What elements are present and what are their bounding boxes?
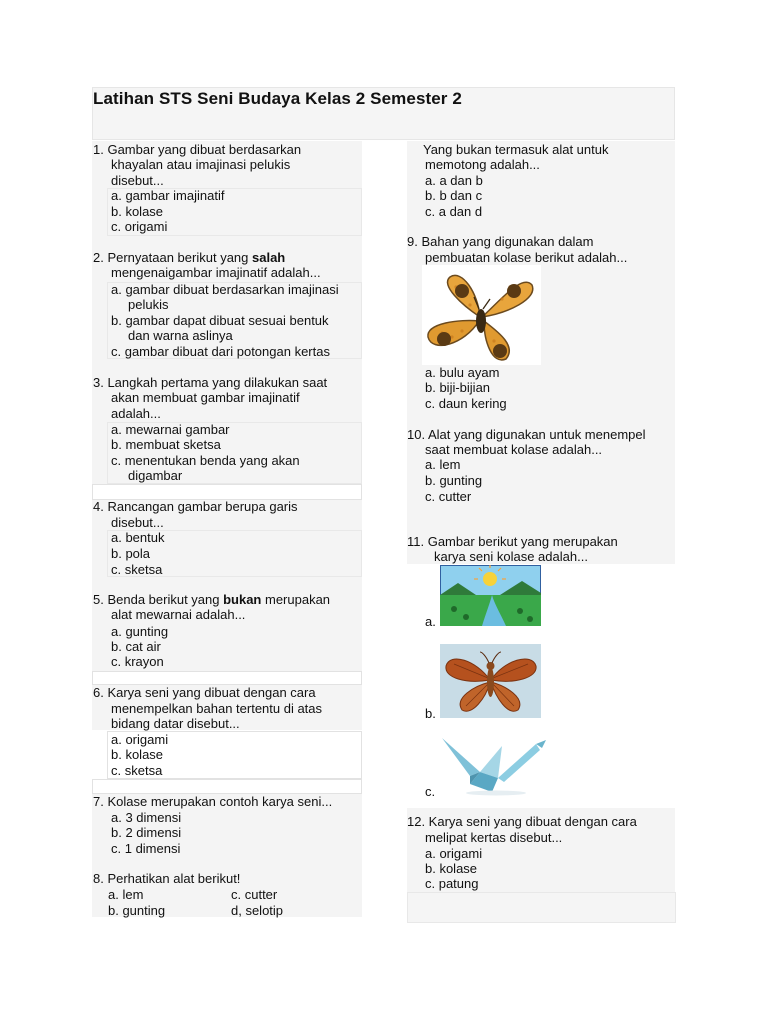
page-title: Latihan STS Seni Budaya Kelas 2 Semester 2: [93, 89, 462, 108]
paper-crane-origami-icon: [440, 736, 550, 796]
q6-option-b: b. kolase: [111, 747, 164, 762]
q11-option-c: c.: [425, 784, 436, 799]
landscape-drawing-icon: [440, 565, 541, 626]
q8-option-b: b. b dan c: [425, 188, 483, 203]
q12-question-cont: melipat kertas disebut...: [425, 830, 563, 845]
q12-option-b: b. kolase: [425, 861, 478, 876]
q10-option-a: a. lem: [425, 457, 461, 472]
q4-option-b: b. pola: [111, 546, 151, 561]
q6-option-a: a. origami: [111, 732, 169, 747]
q3-option-c: c. menentukan benda yang akan: [111, 453, 300, 468]
leaf-butterfly-collage-icon: [440, 644, 541, 718]
q1-option-c: c. origami: [111, 219, 168, 234]
q10-option-c: c. cutter: [425, 489, 472, 504]
q8-cont-question: Yang bukan termasuk alat untuk: [423, 142, 609, 157]
q5-question-cont: alat mewarnai adalah...: [111, 607, 246, 622]
q6-question-cont: bidang datar disebut...: [111, 716, 240, 731]
q7-option-c: c. 1 dimensi: [111, 841, 181, 856]
q8-item-a: a. lem: [108, 887, 144, 902]
q3-question: 3. Langkah pertama yang dilakukan saat: [93, 375, 328, 390]
q6-option-c: c. sketsa: [111, 763, 163, 778]
q9-option-c: c. daun kering: [425, 396, 507, 411]
q2-option-c: c. gambar dibuat dari potongan kertas: [111, 344, 330, 359]
q1-question-cont: khayalan atau imajinasi pelukis: [111, 157, 291, 172]
q1-option-b: b. kolase: [111, 204, 164, 219]
q7-option-a: a. 3 dimensi: [111, 810, 182, 825]
q2-emphasis: salah: [252, 250, 286, 265]
q8-item-c: c. cutter: [231, 887, 278, 902]
q1-question-cont: disebut...: [111, 173, 164, 188]
q9-question-cont: pembuatan kolase berikut adalah...: [425, 250, 628, 265]
q4-question: 4. Rancangan gambar berupa garis: [93, 499, 298, 514]
right-bottom-cell: [407, 892, 676, 923]
q3-question-cont: akan membuat gambar imajinatif: [111, 390, 300, 405]
q11-question-cont: karya seni kolase adalah...: [434, 549, 588, 564]
q10-question: 10. Alat yang digunakan untuk menempel: [407, 427, 646, 442]
q8-item-d: d, selotip: [231, 903, 284, 918]
q6-question: 6. Karya seni yang dibuat dengan cara: [93, 685, 316, 700]
q8-item-b: b. gunting: [108, 903, 166, 918]
q3-option-a: a. mewarnai gambar: [111, 422, 230, 437]
q5-question: 5. Benda berikut yang bukan merupakan: [93, 592, 331, 607]
q8-question: 8. Perhatikan alat berikut!: [93, 871, 241, 886]
seed-butterfly-collage-icon: [422, 265, 541, 365]
divider: [92, 484, 362, 500]
q3-question-cont: adalah...: [111, 406, 161, 421]
divider: [92, 671, 362, 685]
q2-option-b-cont: dan warna aslinya: [128, 328, 233, 343]
q5-option-a: a. gunting: [111, 624, 169, 639]
q11-question: 11. Gambar berikut yang merupakan: [407, 534, 618, 549]
q7-option-b: b. 2 dimensi: [111, 825, 182, 840]
q1-option-a: a. gambar imajinatif: [111, 188, 225, 203]
q3-option-b: b. membuat sketsa: [111, 437, 221, 452]
q2-question: 2. Pernyataan berikut yang salah: [93, 250, 286, 265]
q10-option-b: b. gunting: [425, 473, 483, 488]
q8-option-a: a. a dan b: [425, 173, 483, 188]
q5-option-c: c. krayon: [111, 654, 164, 669]
q12-option-a: a. origami: [425, 846, 483, 861]
q10-question-cont: saat membuat kolase adalah...: [425, 442, 603, 457]
q6-question-cont: menempelkan bahan tertentu di atas: [111, 701, 323, 716]
q3-option-c-cont: digambar: [128, 468, 183, 483]
q9-option-a: a. bulu ayam: [425, 365, 500, 380]
q4-question-cont: disebut...: [111, 515, 164, 530]
q2-option-a: a. gambar dibuat berdasarkan imajinasi: [111, 282, 339, 297]
q12-option-c: c. patung: [425, 876, 479, 891]
q5-option-b: b. cat air: [111, 639, 161, 654]
q2-option-a-cont: pelukis: [128, 297, 169, 312]
q9-option-b: b. biji-bijian: [425, 380, 491, 395]
q4-option-c: c. sketsa: [111, 562, 163, 577]
q2-option-b: b. gambar dapat dibuat sesuai bentuk: [111, 313, 329, 328]
q11-option-a: a.: [425, 614, 436, 629]
divider: [92, 779, 362, 794]
q7-question: 7. Kolase merupakan contoh karya seni...: [93, 794, 333, 809]
q8-cont-question-cont: memotong adalah...: [425, 157, 540, 172]
q2-question-cont: mengenaigambar imajinatif adalah...: [111, 265, 321, 280]
q4-option-a: a. bentuk: [111, 530, 165, 545]
q11-option-b: b.: [425, 706, 436, 721]
q1-question: 1. Gambar yang dibuat berdasarkan: [93, 142, 302, 157]
q5-emphasis: bukan: [223, 592, 262, 607]
q8-option-c: c. a dan d: [425, 204, 483, 219]
q12-question: 12. Karya seni yang dibuat dengan cara: [407, 814, 637, 829]
q9-question: 9. Bahan yang digunakan dalam: [407, 234, 594, 249]
